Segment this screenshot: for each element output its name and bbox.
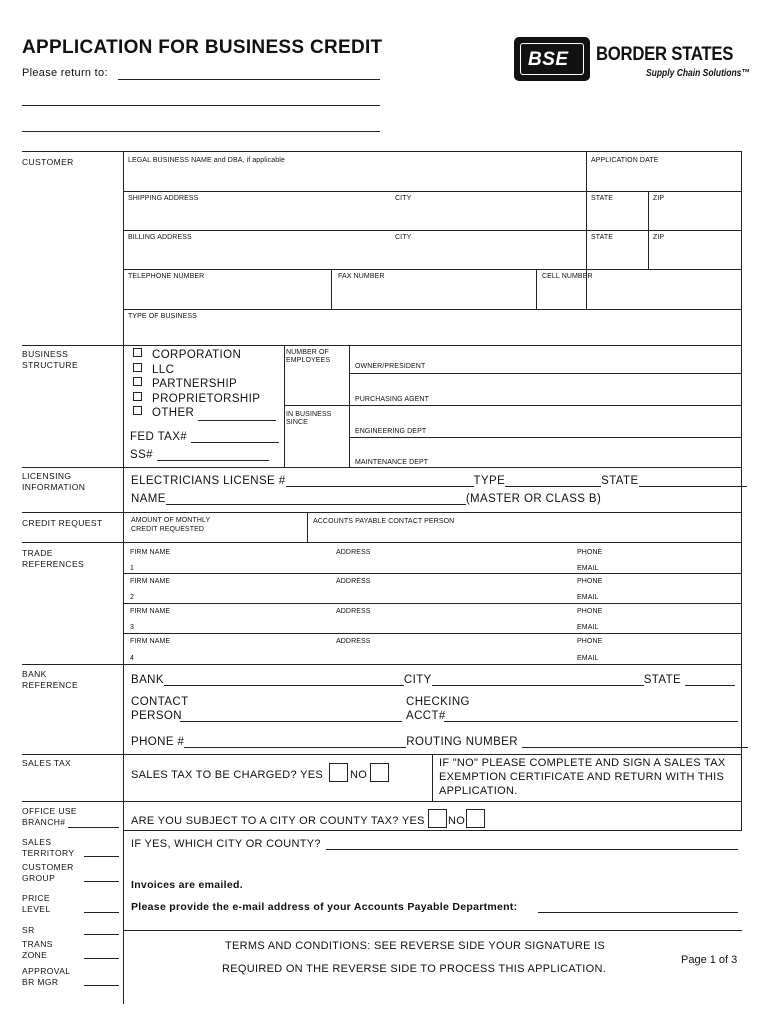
return-label: Please return to: [22,67,108,79]
option-other[interactable]: OTHER [133,406,276,421]
shipping-state-label: STATE [591,195,614,202]
office-sales-territory-line[interactable] [84,856,119,857]
trade-address-3: ADDRESS [336,608,371,615]
trade-address-2: ADDRESS [336,578,371,585]
trade-firm-2: FIRM NAME [130,578,171,585]
trade-email-1: EMAIL [577,565,599,572]
city-tax-no-box[interactable] [466,809,485,828]
trade-phone-3: PHONE [577,608,603,615]
billing-zip-label: ZIP [653,234,665,241]
trade-number-4: 4 [130,655,134,662]
trade-firm-4: FIRM NAME [130,638,171,645]
trade-email-3: EMAIL [577,624,599,631]
trade-email-4: EMAIL [577,655,599,662]
section-licensing: LICENSING INFORMATION [22,471,86,492]
ap-email-prompt: Please provide the e-mail address of your Accounts Payable Department: [131,901,518,913]
section-customer: CUSTOMER [22,157,74,167]
trade-email-2: EMAIL [577,594,599,601]
trade-phone-2: PHONE [577,578,603,585]
section-sales-tax: SALES TAX [22,758,72,768]
billing-address-label: BILLING ADDRESS [128,234,192,241]
maintenance-label: MAINTENANCE DEPT [355,459,429,466]
option-proprietorship[interactable]: PROPRIETORSHIP [133,392,276,407]
checkbox-icon[interactable] [133,392,142,401]
office-branch-line[interactable] [68,827,119,828]
office-price-level-line[interactable] [84,912,119,913]
trade-number-3: 3 [130,624,134,631]
section-trade-references: TRADE REFERENCES [22,548,85,569]
trade-number-1: 1 [130,565,134,572]
office-sr: SR [22,925,35,935]
ap-contact-label: ACCOUNTS PAYABLE CONTACT PERSON [313,518,455,525]
option-partnership[interactable]: PARTNERSHIP [133,377,276,392]
billing-city-label: CITY [395,234,412,241]
office-approval-line[interactable] [84,985,119,986]
return-line-1[interactable] [118,79,380,80]
office-customer-group: CUSTOMER GROUP [22,862,74,883]
office-sr-line[interactable] [84,934,119,935]
checkbox-icon[interactable] [133,377,142,386]
option-llc[interactable]: LLC [133,363,276,378]
bank-row[interactable]: BANK CITY STATE [131,673,735,686]
trade-phone-1: PHONE [577,549,603,556]
employees-label: NUMBER OF EMPLOYEES [286,349,331,364]
office-customer-group-line[interactable] [84,881,119,882]
legal-name-label: LEGAL BUSINESS NAME and DBA, if applicable [128,157,285,164]
application-date-label: APPLICATION DATE [591,157,659,164]
bank-contact-label: CONTACT PERSON [131,696,189,722]
office-price-level: PRICE LEVEL [22,893,51,914]
bank-checking-label: CHECKING ACCT# [406,696,470,722]
office-trans-zone-line[interactable] [84,958,119,959]
shipping-city-label: CITY [395,195,412,202]
section-credit-request: CREDIT REQUEST [22,518,103,528]
invoices-note: Invoices are emailed. [131,879,243,891]
right-border [741,151,742,830]
trade-number-2: 2 [130,594,134,601]
terms-line-1: TERMS AND CONDITIONS: SEE REVERSE SIDE YOUR SIGNATURE IS [225,940,606,952]
checkbox-icon[interactable] [133,348,142,357]
trade-address-4: ADDRESS [336,638,371,645]
city-tax-yes-box[interactable] [428,809,447,828]
telephone-label: TELEPHONE NUMBER [128,273,205,280]
bse-logo: BSE [514,37,590,81]
checkbox-icon[interactable] [133,406,142,415]
page-number: Page 1 of 3 [681,954,738,966]
logo-name: BORDER STATES [596,44,734,65]
city-tax-question: ARE YOU SUBJECT TO A CITY OR COUNTY TAX? YES [131,815,425,827]
billing-state-label: STATE [591,234,614,241]
owner-label: OWNER/PRESIDENT [355,363,426,370]
shipping-address-label: SHIPPING ADDRESS [128,195,199,202]
office-approval: APPROVAL BR MGR [22,966,71,987]
engineering-label: ENGINEERING DEPT [355,428,427,435]
purchasing-label: PURCHASING AGENT [355,396,429,403]
license-name-row[interactable]: NAME (MASTER OR CLASS B) [131,493,602,505]
structure-options [133,348,276,421]
sales-tax-no-box[interactable] [370,763,389,782]
amount-label: AMOUNT OF MONTHLY CREDIT REQUESTED [131,517,211,533]
section-bank-reference: BANK REFERENCE [22,669,79,690]
return-line-3[interactable] [22,131,380,132]
section-business-structure: BUSINESS STRUCTURE [22,349,79,370]
logo-tagline: Supply Chain Solutions™ [646,68,750,79]
office-branch: OFFICE USE BRANCH# [22,806,78,827]
trade-firm-3: FIRM NAME [130,608,171,615]
bank-checking-line[interactable] [444,721,738,722]
bank-contact-line[interactable] [180,721,402,722]
sales-tax-question: SALES TAX TO BE CHARGED? YES [131,769,324,781]
in-business-since-label: IN BUSINESS SINCE [286,411,332,426]
ap-email-line[interactable] [538,912,738,913]
left-divider [123,151,124,1004]
sales-tax-yes-box[interactable] [329,763,348,782]
fax-label: FAX NUMBER [338,273,385,280]
type-of-business-label: TYPE OF BUSINESS [128,313,197,320]
checkbox-icon[interactable] [133,363,142,372]
office-sales-territory: SALES TERRITORY [22,837,75,858]
sales-tax-no-label: NO [350,769,368,781]
terms-line-2: REQUIRED ON THE REVERSE SIDE TO PROCESS THIS APPLICATION. [222,963,607,975]
fed-tax-field[interactable]: FED TAX# [130,430,279,443]
office-trans-zone: TRANS ZONE [22,939,53,960]
cell-label: CELL NUMBER [542,273,593,280]
shipping-zip-label: ZIP [653,195,665,202]
ss-field[interactable]: SS# [130,448,269,461]
which-city-question: IF YES, WHICH CITY OR COUNTY? [131,838,321,850]
sales-tax-note: IF "NO" PLEASE COMPLETE AND SIGN A SALES TAX EXEMPTION CERTIFICATE AND RETURN WITH THIS APPLICATION. [439,757,726,797]
page-title: APPLICATION FOR BUSINESS CREDIT [22,37,383,58]
city-tax-no-label: NO [448,815,466,827]
trade-phone-4: PHONE [577,638,603,645]
license-row[interactable]: ELECTRICIANS LICENSE # TYPE STATE [131,474,747,487]
trade-firm-1: FIRM NAME [130,549,171,556]
bank-phone-row[interactable]: PHONE # ROUTING NUMBER [131,735,748,748]
which-city-line[interactable] [326,849,738,850]
return-line-2[interactable] [22,105,380,106]
trade-address-1: ADDRESS [336,549,371,556]
option-corporation[interactable]: CORPORATION [133,348,276,363]
